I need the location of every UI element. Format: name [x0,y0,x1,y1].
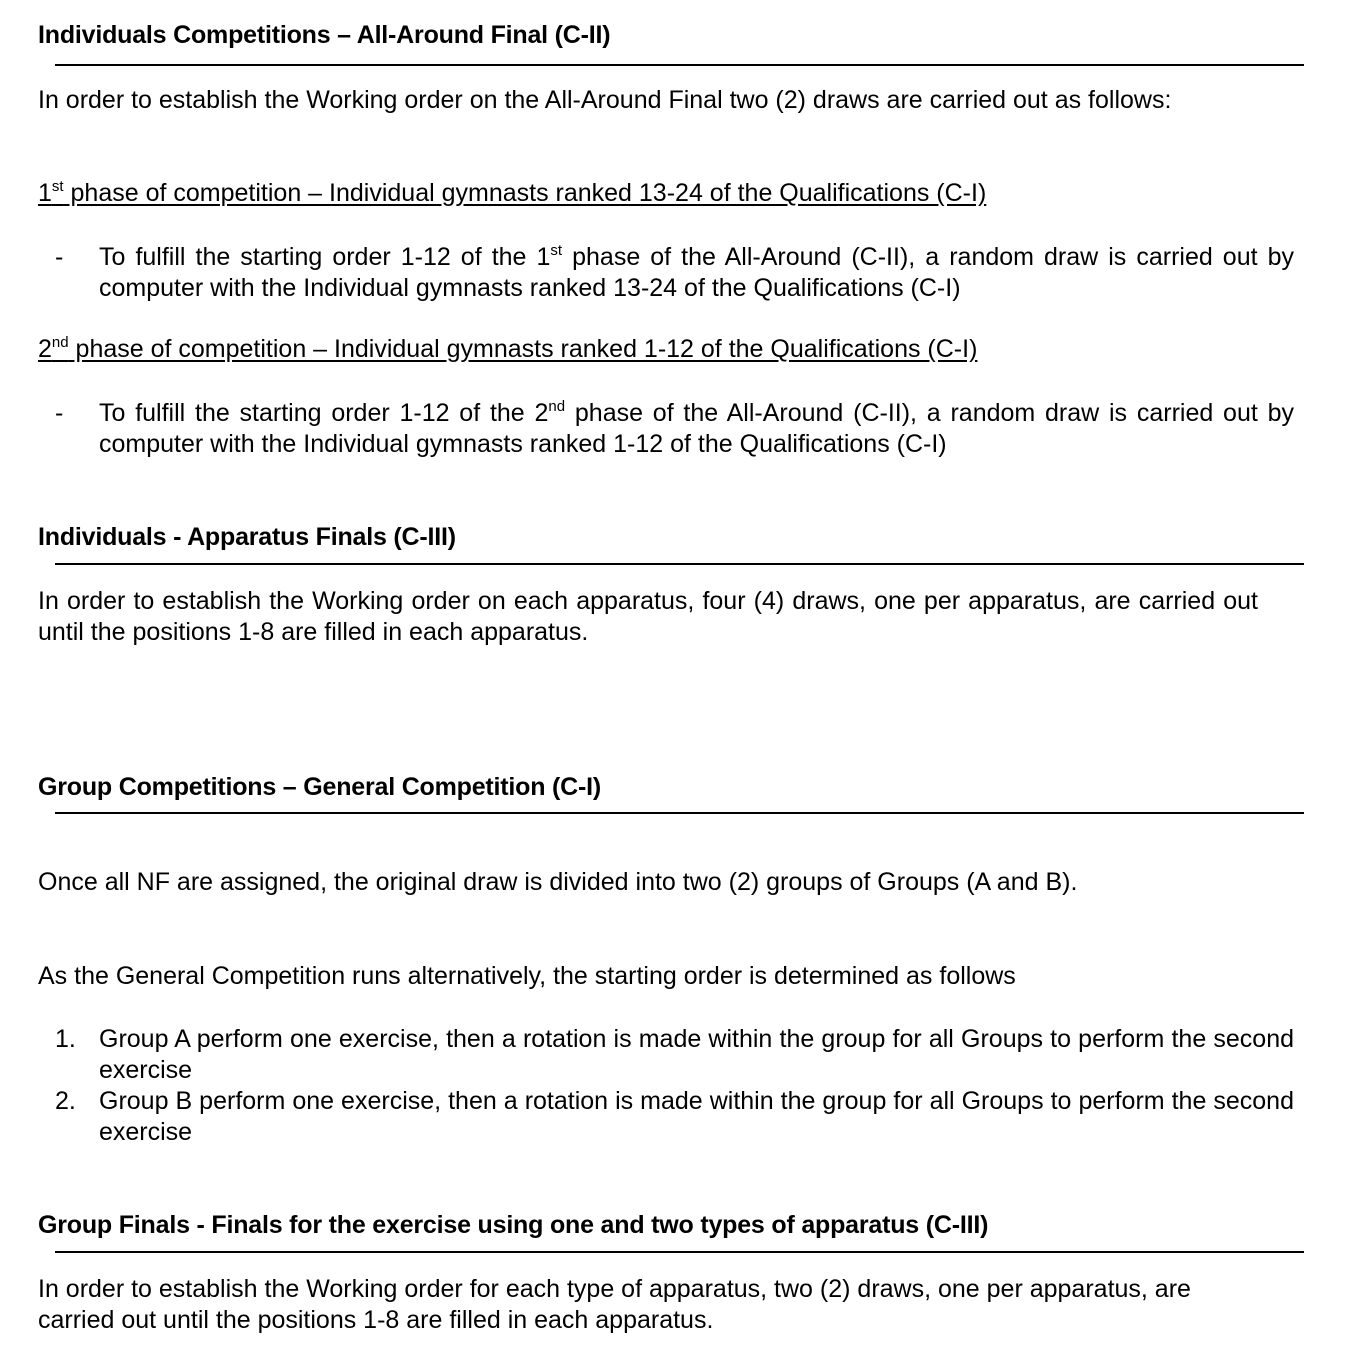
heading-rule [55,563,1304,565]
ordinal-suffix: st [550,242,563,259]
list-item-group-b: Group B perform one exercise, then a rotation is made within the group for all Groups to perform the second exercise [99,1087,1294,1146]
ordinal-suffix: nd [51,334,69,351]
phase-1-subheading [38,179,986,208]
bullet-text-part: To fulfill the starting order 1-12 of the 2 [99,399,549,427]
ordinal-number: 1 [38,179,52,207]
ordinal-suffix: st [51,178,64,195]
group-finals-paragraph: In order to establish the Working order for each type of apparatus, two (2) draws, one per apparatus, are carried out until the positions 1-8 are filled in each apparatus. [38,1275,1191,1334]
ordinal-number: 2 [38,335,52,363]
all-around-intro-paragraph: In order to establish the Working order on the All-Around Final two (2) draws are carried out as follows: [38,86,1172,114]
phase-title: phase of competition – Individual gymnasts ranked 1-12 of the Qualifications (C-I) [68,335,978,363]
section-heading-group-finals: Group Finals - Finals for the exercise using one and two types of apparatus (C-III) [38,1211,989,1239]
phase-1-bullet-text [99,242,1294,304]
apparatus-finals-paragraph: In order to establish the Working order on each apparatus, four (4) draws, one per apparatus, are carried out until the positions 1-8 are filled in each apparatus. [38,587,1258,646]
ordinal-suffix: nd [548,398,566,415]
phase-title: phase of competition – Individual gymnasts ranked 13-24 of the Qualifications (C-I) [63,179,987,207]
phase-2-bullet-text [99,398,1294,460]
group-assignment-paragraph: Once all NF are assigned, the original draw is divided into two (2) groups of Groups (A and B). [38,868,1078,896]
list-number-marker: 2. [55,1087,76,1115]
starting-order-paragraph: As the General Competition runs alternatively, the starting order is determined as follows [38,962,1016,990]
heading-rule [55,64,1304,66]
bullet-dash-marker: - [55,243,64,271]
section-heading-group-general-competition: Group Competitions – General Competition (C-I) [38,773,602,801]
bullet-text-part: phase of the All-Around (C-II), a random draw is carried out by computer with the Individual gymnasts ranked 1-12 of the Qualifications (C-I) [99,399,1295,458]
heading-rule [55,1251,1304,1253]
phase-2-subheading [38,335,977,364]
section-heading-apparatus-finals: Individuals - Apparatus Finals (C-III) [38,523,456,551]
list-number-marker: 1. [55,1025,76,1053]
bullet-text-part: To fulfill the starting order 1-12 of the 1 [99,243,551,271]
section-heading-all-around-final: Individuals Competitions – All-Around Final (C-II) [38,21,611,49]
heading-rule [55,812,1304,814]
bullet-text-part: phase of the All-Around (C-II), a random draw is carried out by computer with the Individual gymnasts ranked 13-24 of the Qualifications (C-I) [99,243,1295,302]
list-item-group-a: Group A perform one exercise, then a rotation is made within the group for all Groups to perform the second exercise [99,1025,1294,1084]
bullet-dash-marker: - [55,399,64,427]
